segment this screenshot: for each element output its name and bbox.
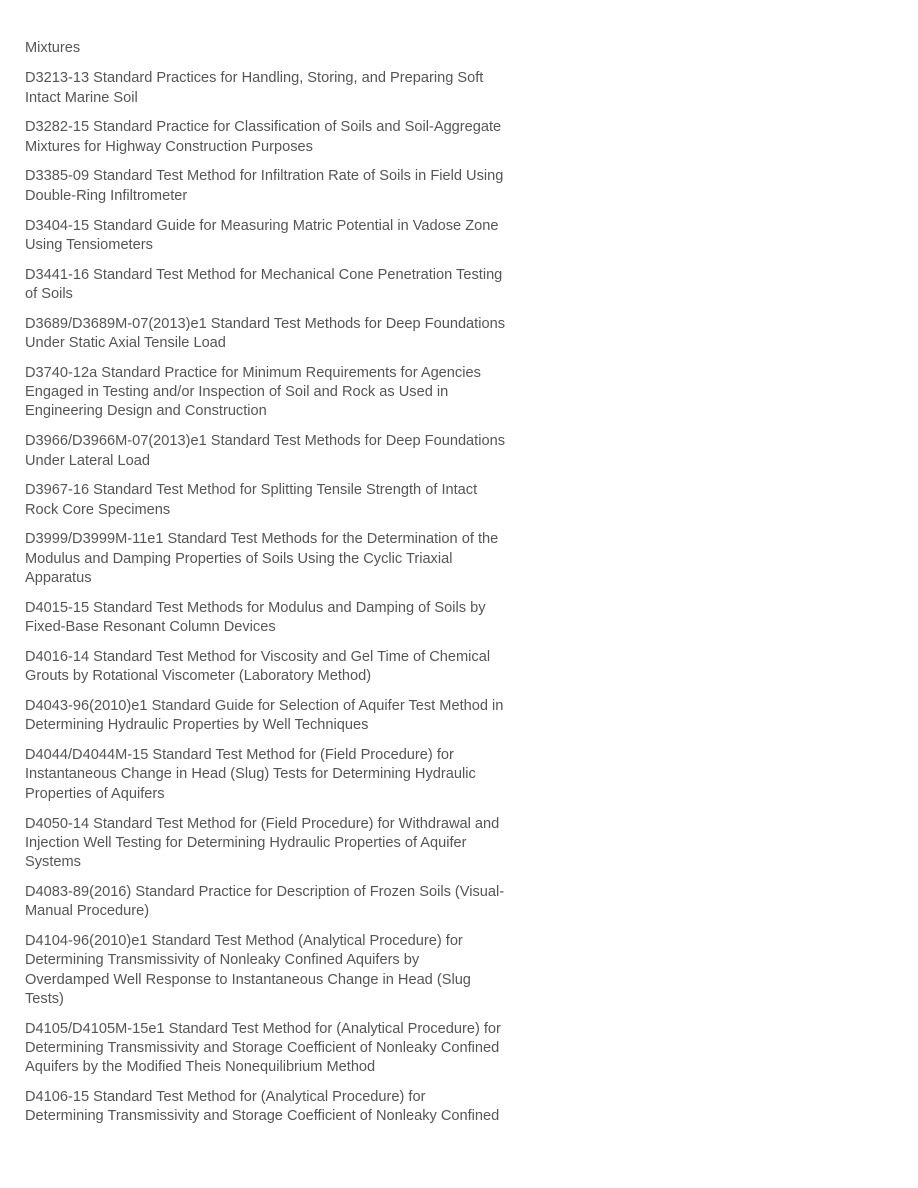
standard-entry-d3282: D3282-15 Standard Practice for Classification of Soils and Soil-Aggregate Mixtures for Highway Construction Purposes: [25, 119, 502, 155]
standard-entry-d3967: D3967-16 Standard Test Method for Splitting Tensile Strength of Intact Rock Core Specimens: [25, 482, 478, 518]
standard-entry-d3740: D3740-12a Standard Practice for Minimum Requirements for Agencies Engaged in Testing and/or Inspection of Soil and Rock as Used in Engineering Design and Construction: [25, 364, 481, 420]
standard-entry-d4083: D4083-89(2016) Standard Practice for Description of Frozen Soils (Visual-Manual Procedure): [25, 883, 505, 920]
standard-entry-d4050: D4050-14 Standard Test Method for (Field Procedure) for Withdrawal and Injection Well Testing for Determining Hydraulic Properties of Aquifer Systems: [25, 815, 500, 871]
standard-entry-d4104: D4104-96(2010)e1 Standard Test Method (Analytical Procedure) for Determining Transmissivity of Nonleaky Confined Aquifers by Overdamped Well Response to Instantaneous Change in Head (Slug Tests): [25, 932, 471, 1007]
standard-entry-d4015: D4015-15 Standard Test Methods for Modulus and Damping of Soils by Fixed-Base Resonant Column Devices: [25, 599, 486, 636]
standard-entry-d3441: D3441-16 Standard Test Method for Mechanical Cone Penetration Testing of Soils: [25, 266, 503, 302]
standard-entry-d3385: D3385-09 Standard Test Method for Infiltration Rate of Soils in Field Using Double-Ring Infiltrometer: [25, 168, 504, 204]
document-page: [25, 39, 507, 1137]
standard-entry-d4043: D4043-96(2010)e1 Standard Guide for Selection of Aquifer Test Method in Determining Hydraulic Properties by Well Techniques: [25, 698, 504, 734]
standard-entry-d4016: D4016-14 Standard Test Method for Viscosity and Gel Time of Chemical Grouts by Rotational Viscometer (Laboratory Method): [25, 648, 491, 685]
standard-entry-d3689: D3689/D3689M-07(2013)e1 Standard Test Methods for Deep Foundations Under Static Axial Tensile Load: [25, 315, 506, 352]
standard-entry-d3999: D3999/D3999M-11e1 Standard Test Methods for the Determination of the Modulus and Damping Properties of Soils Using the Cyclic Triaxial Apparatus: [25, 531, 499, 587]
standard-entry-d4105: D4105/D4105M-15e1 Standard Test Method for (Analytical Procedure) for Determining Transmissivity and Storage Coefficient of Nonleaky Confined Aquifers by the Modified Theis Nonequilibrium Method: [25, 1020, 501, 1076]
standard-entry-d4106: D4106-15 Standard Test Method for (Analytical Procedure) for Determining Transmissivity and Storage Coefficient of Nonleaky Confined: [25, 1089, 500, 1125]
standard-entry-d3213: D3213-13 Standard Practices for Handling, Storing, and Preparing Soft Intact Marine Soil: [25, 70, 484, 106]
standard-entry-d3404: D3404-15 Standard Guide for Measuring Matric Potential in Vadose Zone Using Tensiometers: [25, 217, 499, 253]
continued-entry: Mixtures: [25, 40, 81, 56]
standard-entry-d3966: D3966/D3966M-07(2013)e1 Standard Test Methods for Deep Foundations Under Lateral Load: [25, 433, 506, 469]
standard-entry-d4044: D4044/D4044M-15 Standard Test Method for (Field Procedure) for Instantaneous Change in Head (Slug) Tests for Determining Hydraulic Properties of Aquifers: [25, 747, 476, 802]
